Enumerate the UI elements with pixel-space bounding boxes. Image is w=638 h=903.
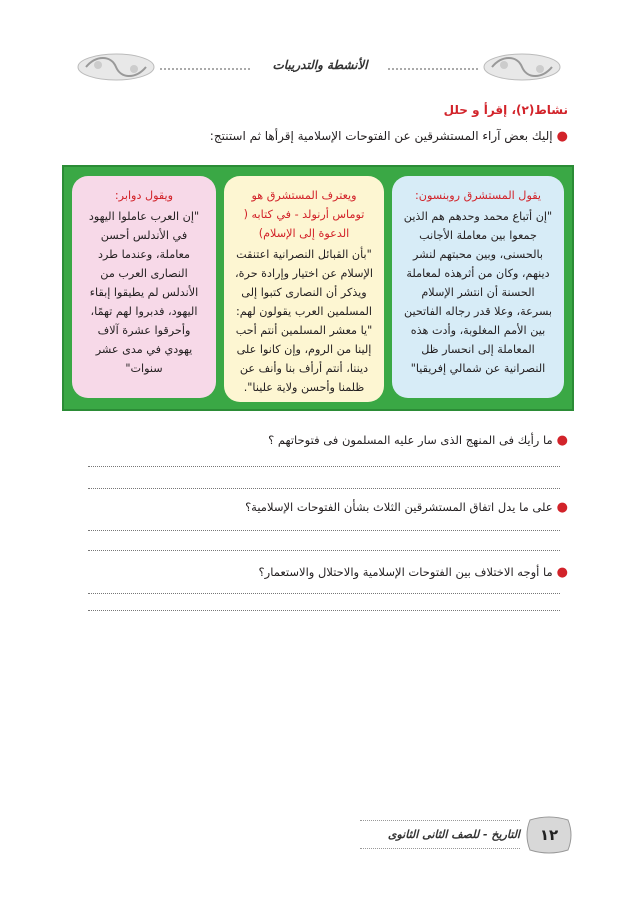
question-2 [245,500,568,515]
question-1 [268,433,568,448]
bullet-icon: ● [556,565,568,580]
quote-card-body: "إن العرب عاملوا اليهود في الأندلس أحسن معاملة، وعندما طرد النصارى العرب من الأندلس لم يطيقوا إبقاء اليهود، فدبروا لهم تهمًا، وأحرقوا عشرة آلاف يهودي في مدى عشر سنوات" [88,210,200,375]
answer-line[interactable] [88,593,560,594]
bullet-icon: ● [556,129,568,144]
activity-intro [68,129,568,144]
quote-card-body: "بأن القبائل النصرانية اعتنقت الإسلام عن اختيار وإرادة حرة، ويذكر أن النصارى كتبوا إلى المسلمين العرب يقولون لهم: "يا معشر المسلمين أنتم أحب إلينا من الروم، وإن كانوا على ديننا، أنتم أرأف بنا وأنف عن ظلمنا وأحسن ولاية علينا". [235,248,373,394]
header-dots-right [388,68,478,70]
quote-card-arnold [224,176,384,402]
quote-card-body: "إن أتباع محمد وحدهم هم الذين جمعوا بين معاملة الأجانب بالحسنى، وبين محبتهم لنشر دينهم، وكان من أثرهذه لمعاملة الحسنة أن انتشر الإسلام بسرعة، وعلا قدر رجاله الفاتحين بين الأمم المغلوبة، وأدت هذه المعاملة إلى انحسار ظل النصرانية عن شمالي إفريقيا" [403,210,553,375]
page-number: ١٢ [539,826,559,844]
quote-card-head: ويعترف المستشرق هو توماس أرنولد - في كتابه ( الدعوة إلى الإسلام) [243,189,365,240]
bullet-icon: ● [556,500,568,515]
answer-line[interactable] [88,466,560,467]
question-text: ما أوجه الاختلاف بين الفتوحات الإسلامية والاحتلال والاستعمار؟ [258,565,553,579]
question-text: ما رأيك فى المنهج الذى سار عليه المسلمون فى فتوحاتهم ؟ [268,433,553,447]
answer-line[interactable] [88,550,560,551]
header-title: الأنشطة والتدريبات [272,58,368,72]
header-ornament-right-icon [482,50,562,84]
header-ornament-left-icon [76,50,156,84]
quote-card-head: يقول المستشرق روبنسون: [414,189,541,202]
question-text: على ما يدل اتفاق المستشرقين الثلاث بشأن الفتوحات الإسلامية؟ [245,500,553,514]
answer-line[interactable] [88,488,560,489]
answer-line[interactable] [88,610,560,611]
quote-card-head: ويقول دوابر: [114,189,174,202]
bullet-icon: ● [556,433,568,448]
header-dots-left [160,68,250,70]
activity-title: نشاط(٢)، إقرأ و حلل [443,103,568,117]
activity-intro-text: إليك بعض آراء المستشرقين عن الفتوحات الإسلامية إقرأها ثم استنتج: [209,129,553,143]
answer-line[interactable] [88,530,560,531]
quote-card-robinson [392,176,564,398]
footer-dots-top [360,820,520,821]
quote-card-draper [72,176,216,398]
question-3 [259,565,568,580]
footer-book-title: التاريخ - للصف الثانى الثانوى [387,828,520,841]
footer-dots-bottom [360,848,520,849]
